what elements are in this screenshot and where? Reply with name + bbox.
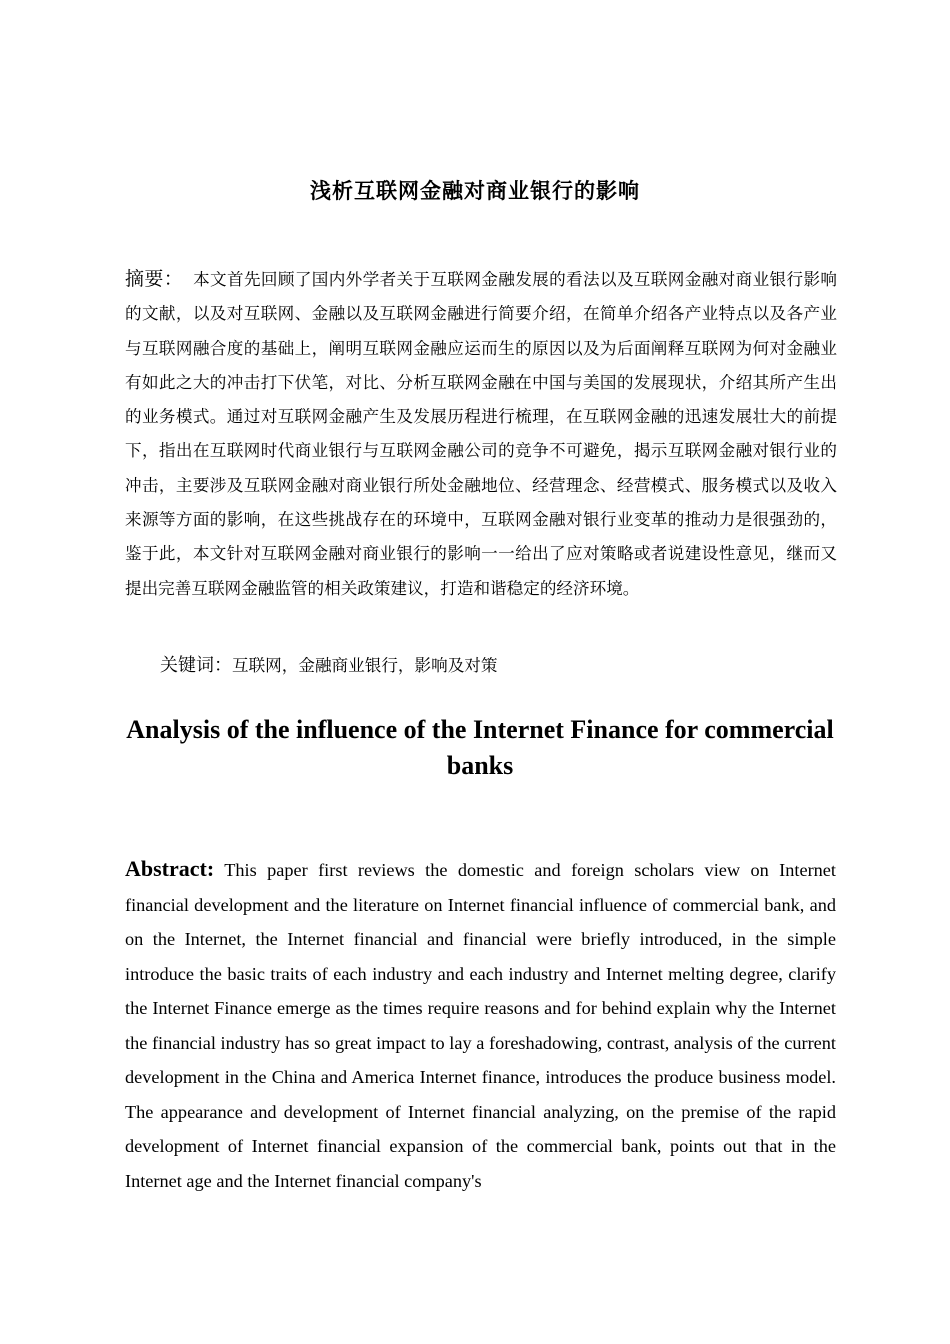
chinese-keywords (160, 649, 840, 683)
english-abstract-label: Abstract: (125, 856, 215, 881)
chinese-abstract (125, 262, 837, 606)
english-abstract-text: This paper first reviews the domestic and foreign scholars view on Internet financial development and the literature on Internet financial influence of commercial bank, and on the Internet, the Internet financial and financial were briefly introduced, in the simple introduce the basic traits of each industry and each industry and Internet melting degree, clarify the Internet Finance emerge as the times require reasons and for behind explain why the Internet the financial industry has so great impact to lay a foreshadowing, contrast, analysis of the current development in the China and America Internet finance, introduces the produce business model. The appearance and development of Internet financial analyzing, on the premise of the rapid development of Internet financial expansion of the commercial bank, points out that in the Internet age and the Internet financial company's (125, 860, 836, 1191)
chinese-title: 浅析互联网金融对商业银行的影响 (310, 179, 640, 203)
english-abstract (125, 852, 836, 1198)
chinese-keywords-text: 互联网，金融商业银行，影响及对策 (232, 656, 498, 675)
chinese-abstract-text: 本文首先回顾了国内外学者关于互联网金融发展的看法以及互联网金融对商业银行影响的文献，以及对互联网、金融以及互联网金融进行简要介绍，在简单介绍各产业特点以及各产业与互联网融合度的基础上，阐明互联网金融应运而生的原因以及为后面阐释互联网为何对金融业有如此之大的冲击打下伏笔，对比、分析互联网金融在中国与美国的发展现状，介绍其所产生出的业务模式。通过对互联网金融产生及发展历程进行梳理，在互联网金融的迅速发展壮大的前提下，指出在互联网时代商业银行与互联网金融公司的竞争不可避免，揭示互联网金融对银行业的冲击，主要涉及互联网金融对商业银行所处金融地位、经营理念、经营模式、服务模式以及收入来源等方面的影响，在这些挑战存在的环境中，互联网金融对银行业变革的推动力是很强劲的，鉴于此，本文针对互联网金融对商业银行的影响一一给出了应对策略或者说建设性意见，继而又提出完善互联网金融监管的相关政策建议，打造和谐稳定的经济环境。 (125, 270, 837, 598)
chinese-keywords-label: 关键词： (160, 655, 232, 676)
english-title: Analysis of the influence of the Internet Finance for commercial banks (126, 715, 834, 780)
chinese-abstract-label: 摘要： (125, 268, 184, 290)
